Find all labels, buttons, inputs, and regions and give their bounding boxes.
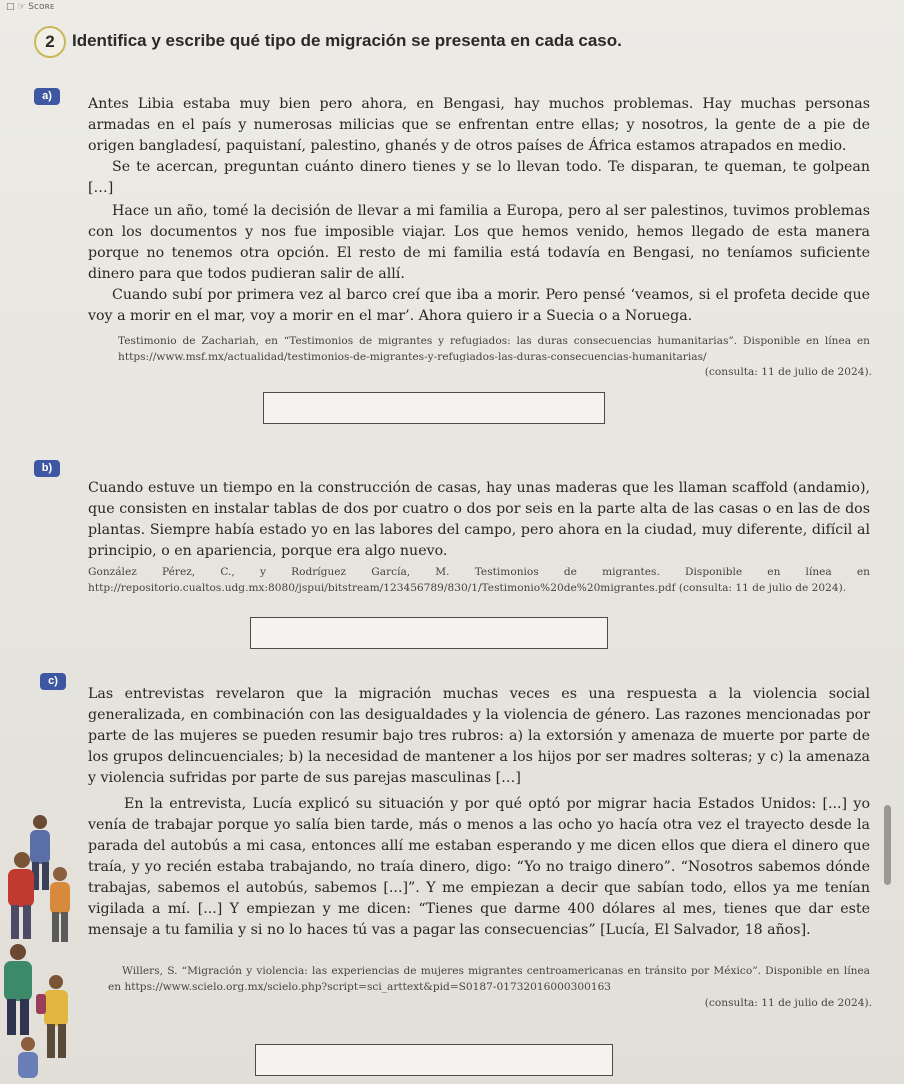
case-b-source: González Pérez, C., y Rodríguez García, M. Testimonios de migrantes. Disponible en línea en http://repositorio.cualtos.udg.mx:8080/jspui/bitstream/123456789/830/1/Testimonio%20de%20migrantes.pdf (consulta: 11 de julio de 2024).: [88, 566, 870, 594]
migrant-figure-3: [50, 867, 70, 942]
migrant-figure-2: [8, 852, 34, 939]
case-c-source: Willers, S. “Migración y violencia: las experiencias de mujeres migrantes centroamericanas en tránsito por México”. Disponible en línea en https://www.scielo.org.mx/scielo.php?script=sci_arttext&pid=S0187-01732016000300163: [108, 965, 870, 993]
case-a-paragraph-4: Cuando subí por primera vez al barco creí que iba a morir. Pero pensé ‘veamos, si el profeta decide que voy a morir en el mar, voy a morir en el mar’. Ahora quiero ir a Suecia o a Noruega.: [88, 287, 870, 324]
migrant-figure-6: [18, 1037, 38, 1078]
case-a-paragraph-3: Hace un año, tomé la decisión de llevar a mi familia a Europa, pero al ser palestinos, tuvimos problemas con los documentos y nos fue imposible viajar. Los que hemos venido, hemos llegado de esta manera porque no tenemos otra opción. El resto de mi familia está todavía en Bengasi, no teníamos suficiente dinero para que todos pudieran salir de allí.: [88, 203, 870, 282]
case-c-consulted-date: (consulta: 11 de julio de 2024).: [704, 997, 872, 1009]
question-instruction: Identifica y escribe qué tipo de migración se presenta en cada caso.: [72, 31, 622, 50]
case-a-source: Testimonio de Zachariah, en “Testimonios de migrantes y refugiados: las duras consecuencias humanitarias”. Disponible en línea en https://www.msf.mx/actualidad/testimonios-de-migrantes-y-refugiados-las-duras-consecuencias-humanitarias/: [118, 335, 870, 363]
case-c-answer-box[interactable]: [255, 1044, 613, 1076]
case-c-paragraph-2: En la entrevista, Lucía explicó su situación y por qué optó por migrar hacia Estados Unidos: [...] yo venía de trabajar porque yo salía bien tarde, más o menos a las ocho yo hacía otra vez el trayecto desde la parada del autobús a mi casa, entonces allí me estaban esperando y me dicen ellos que diera el dinero que traía, y yo recién estaba trabajando, no traía dinero, digo: “Yo no traigo dinero”. “Nosotros sabemos dónde trabajas, sabemos el autobús, sabemos [...]”. Y me empiezan a decir que sabían todo, ellos ya me tenían vigilada a mí. [...] Y empiezan y me dicen: “Tienes que darme 400 dólares al mes, tienes que dar este mensaje a tu familia y si no lo haces tú vas a pagar las consecuencias” [Lucía, El Salvador, 18 años].: [88, 796, 870, 938]
scrollbar-thumb[interactable]: [884, 805, 891, 885]
case-c-paragraph-1: Las entrevistas revelaron que la migración muchas veces es una respuesta a la violencia social generalizada, en combinación con las desigualdades y la violencia de género. Las razones mencionadas por parte de las mujeres se pueden resumir bajo tres rubros: a) la extorsión y amenaza de muerte por parte de los grupos delincuenciales; b) la necesidad de mantener a los hijos por ser madres solteras; y c) la amenaza y violencia sufridas por parte de sus parejas masculinas […]: [88, 686, 870, 786]
case-a-answer-box[interactable]: [263, 392, 605, 424]
migrants-illustration: [0, 812, 86, 1082]
question-number: 2: [34, 26, 66, 58]
case-a-paragraph-2: Se te acercan, preguntan cuánto dinero tienes y se lo llevan todo. Te disparan, te queman, te golpean […]: [88, 159, 870, 196]
case-b-label: b): [34, 460, 60, 477]
case-a-consulted-date: (consulta: 11 de julio de 2024).: [704, 366, 872, 378]
case-b-paragraph-1: Cuando estuve un tiempo en la construcción de casas, hay unas maderas que les llaman scaffold (andamio), que consisten en instalar tablas de dos por cuatro o dos por seis en la parte alta de las casas o en las de dos plantas. Siempre había estado yo en las labores del campo, pero ahora en la ciudad, muy diferente, difícil al principio, o en apariencia, porque era algo nuevo.: [88, 480, 870, 559]
case-a-paragraph-1: Antes Libia estaba muy bien pero ahora, en Bengasi, hay muchos problemas. Hay muchas personas armadas en el país y numerosas milicias que se enfrentan entre ellas; y nosotros, la gente de a pie de origen bangladesí, paquistaní, palestino, ghanés y de otros países de África estamos atrapados en medio.: [88, 96, 870, 154]
migrant-figure-4: [4, 944, 32, 1035]
case-c-label: c): [40, 673, 66, 690]
case-b-answer-box[interactable]: [250, 617, 608, 649]
migrant-figure-5: [36, 975, 68, 1058]
corner-header: □ ☞ Sᴄᴏʀᴇ: [6, 2, 55, 12]
case-a-label: a): [34, 88, 60, 105]
